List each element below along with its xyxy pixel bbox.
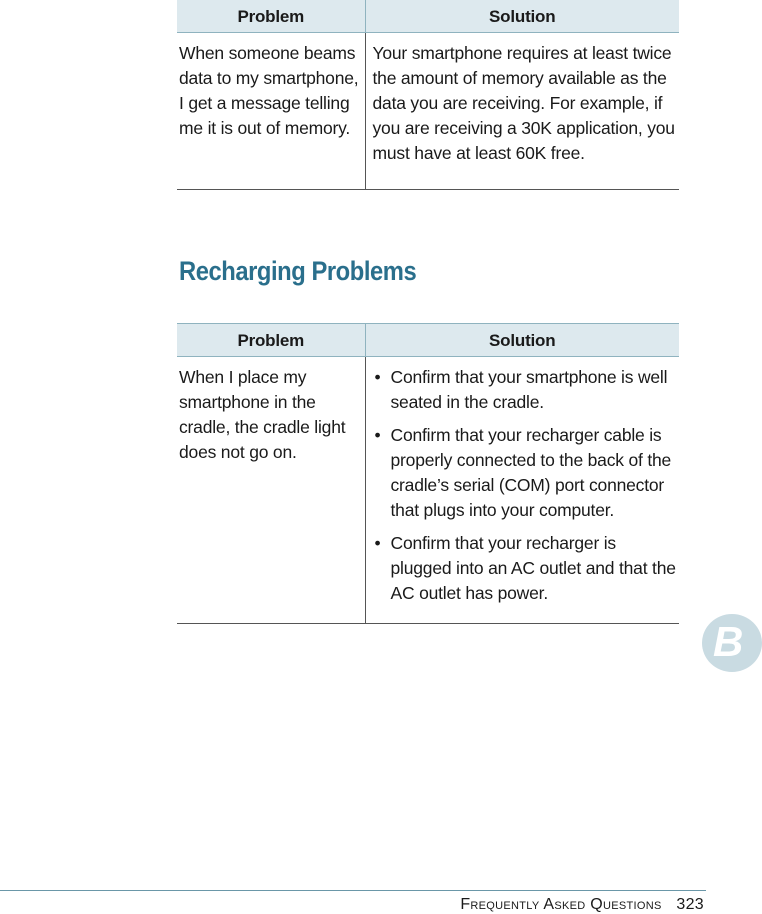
column-header-solution: Solution [365,324,679,357]
table-row [177,33,679,190]
list-item [373,531,678,606]
table-header-row [177,324,679,357]
table-row [177,357,679,624]
bullet-icon: • [374,425,381,445]
list-item [373,365,678,415]
footer-divider [0,890,706,891]
bullet-icon: • [374,367,381,387]
list-item [373,423,678,523]
problem-cell: When I place my smartphone in the cradle, the cradle light does not go on. [177,357,365,624]
table-header-row [177,0,679,33]
footer-title: Frequently Asked Questions [460,896,662,913]
bullet-icon: • [374,533,381,553]
appendix-tab-letter: B [713,618,744,665]
column-header-solution: Solution [365,0,679,33]
section-heading: Recharging Problems [179,256,417,286]
list-item-text: Confirm that your recharger is plugged into an AC outlet and that the AC outlet has power. [390,533,676,603]
appendix-tab-badge [702,614,762,672]
column-header-problem: Problem [177,0,365,33]
solution-cell: Your smartphone requires at least twice the amount of memory available as the data you are receiving. For example, if you are receiving a 30K application, you must have at least 60K free. [365,33,679,190]
problem-cell: When someone beams data to my smartphone, I get a message telling me it is out of memory. [177,33,365,190]
solution-bullet-list [373,365,678,606]
solution-cell [365,357,679,624]
list-item-text: Confirm that your smartphone is well seated in the cradle. [390,367,668,412]
faq-table-recharging [177,323,679,624]
list-item-text: Confirm that your recharger cable is properly connected to the back of the cradle’s serial (COM) port connector that plugs into your computer. [390,425,672,520]
faq-table-memory [177,0,679,190]
page-footer [460,896,704,914]
page-number: 323 [676,896,704,913]
column-header-problem: Problem [177,324,365,357]
